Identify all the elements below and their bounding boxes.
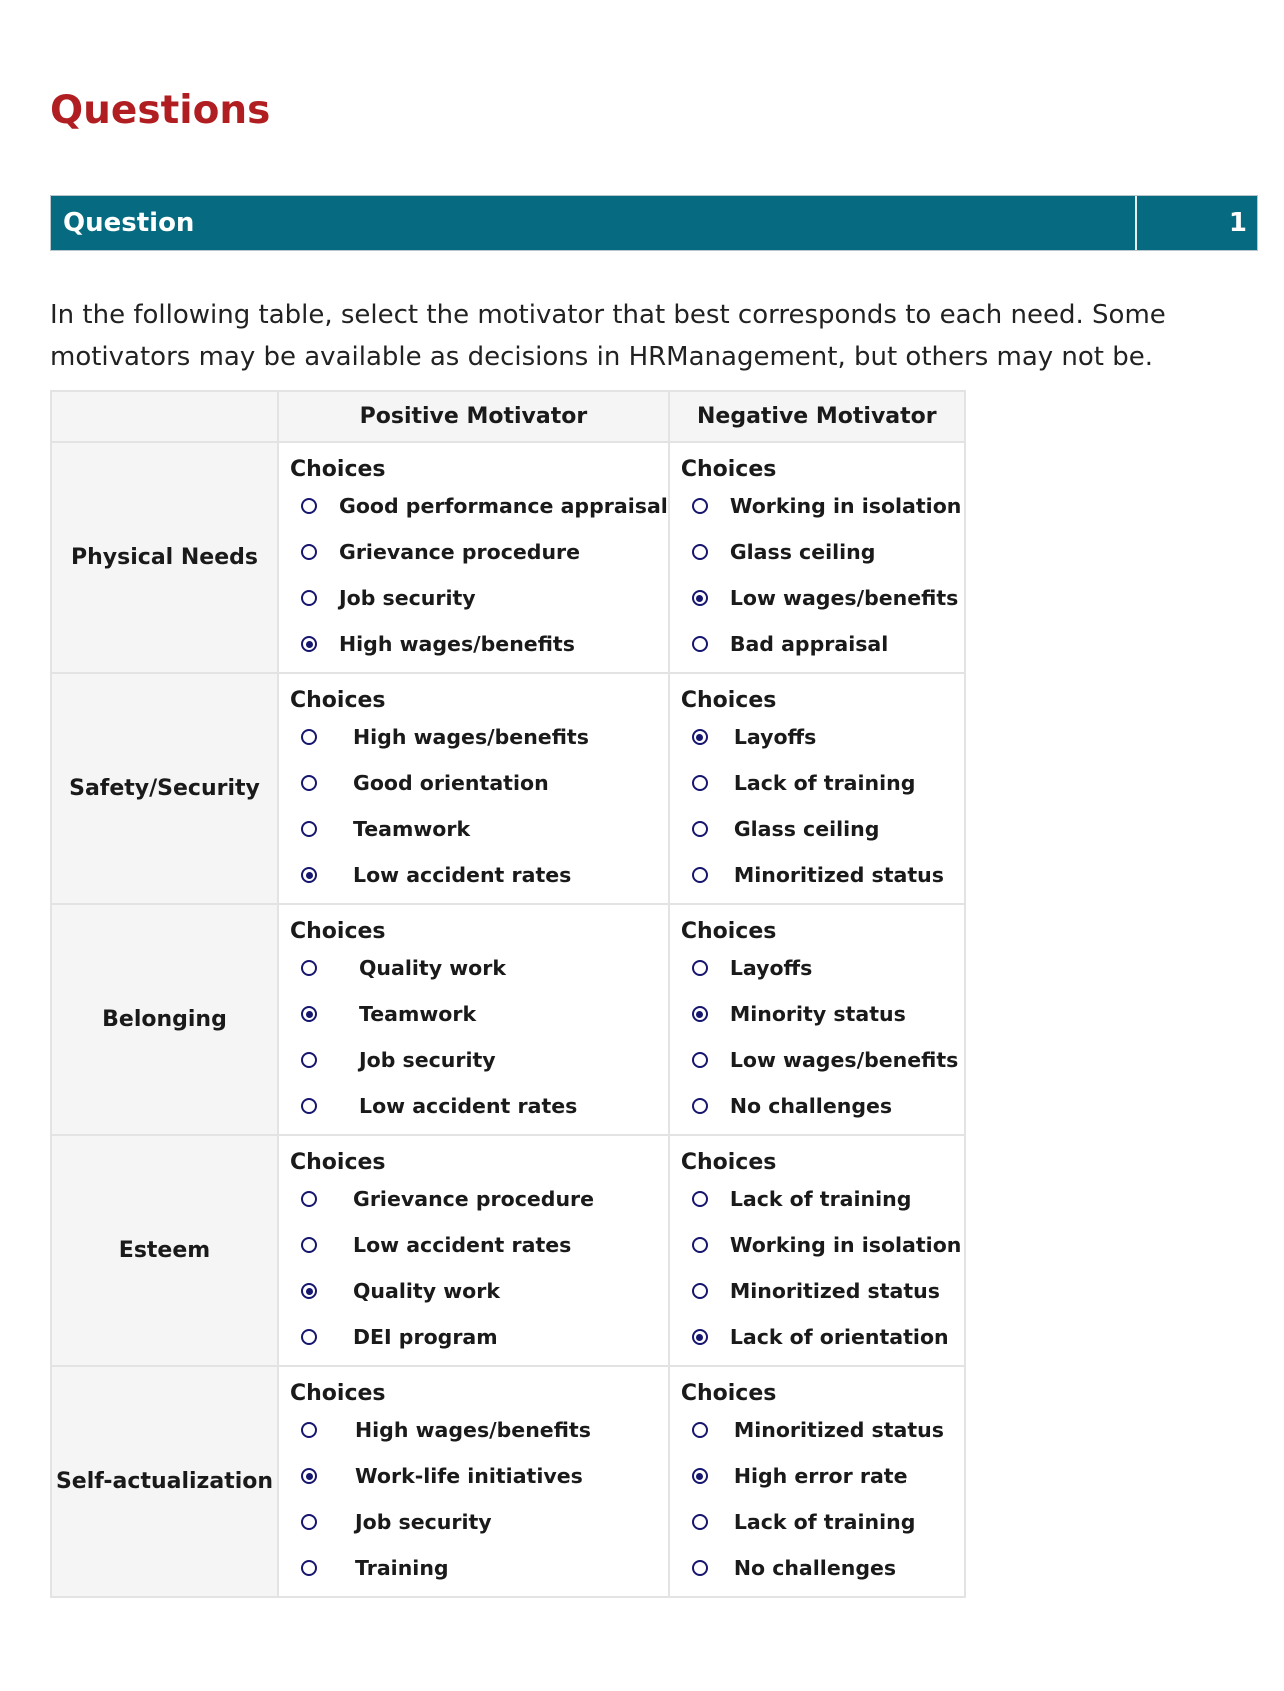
- radio-option-label: Minoritized status: [733, 1418, 944, 1442]
- radio-selected-icon[interactable]: [301, 1283, 317, 1299]
- radio-option-label: Good orientation: [353, 771, 549, 795]
- negative-choices-cell: [669, 1366, 965, 1597]
- radio-unselected-icon[interactable]: [301, 1052, 317, 1068]
- page-title: Questions: [50, 88, 271, 133]
- radio-option-label: Bad appraisal: [729, 632, 889, 656]
- question-header-bar: [50, 195, 1258, 251]
- radio-unselected-icon[interactable]: [301, 821, 317, 837]
- radio-unselected-icon[interactable]: [692, 1514, 708, 1530]
- radio-option[interactable]: [670, 1222, 964, 1268]
- radio-option-label: Lack of orientation: [729, 1325, 949, 1349]
- choices-title: Choices: [680, 919, 777, 944]
- radio-unselected-icon[interactable]: [692, 775, 708, 791]
- radio-selected-icon[interactable]: [692, 1006, 708, 1022]
- positive-choices-cell: [278, 904, 669, 1135]
- radio-option-label: Lack of training: [733, 1510, 916, 1534]
- radio-option[interactable]: [670, 621, 964, 667]
- radio-option-label: DEI program: [353, 1325, 498, 1349]
- need-label: Belonging: [51, 904, 278, 1135]
- radio-option-label: Glass ceiling: [729, 540, 876, 564]
- radio-option-label: Minority status: [729, 1002, 906, 1026]
- radio-unselected-icon[interactable]: [692, 867, 708, 883]
- positive-choices-cell: [278, 442, 669, 673]
- radio-option-label: Low accident rates: [353, 863, 572, 887]
- radio-option[interactable]: [279, 714, 668, 760]
- radio-option[interactable]: [670, 714, 964, 760]
- table-row: [51, 1135, 965, 1366]
- radio-option-label: High wages/benefits: [339, 632, 575, 656]
- question-prompt: In the following table, select the motivator that best corresponds to each need. Some motivators may be available as decisions in HRManagement, but others may not be.: [50, 300, 1166, 372]
- radio-option-label: Job security: [355, 1510, 492, 1534]
- radio-option[interactable]: [279, 945, 668, 991]
- need-label: Self-actualization: [51, 1366, 278, 1597]
- radio-option-label: High wages/benefits: [353, 725, 589, 749]
- radio-unselected-icon[interactable]: [301, 1560, 317, 1576]
- radio-option[interactable]: [670, 852, 964, 898]
- negative-choices-cell: [669, 1135, 965, 1366]
- radio-unselected-icon[interactable]: [301, 1098, 317, 1114]
- choices-title: Choices: [290, 919, 386, 944]
- table-row: [51, 442, 965, 673]
- radio-option-label: Glass ceiling: [733, 817, 880, 841]
- radio-unselected-icon[interactable]: [692, 1560, 708, 1576]
- choices-title: Choices: [680, 1150, 777, 1175]
- radio-unselected-icon[interactable]: [692, 1098, 708, 1114]
- radio-option[interactable]: [279, 852, 668, 898]
- radio-option[interactable]: [279, 529, 668, 575]
- radio-option[interactable]: [670, 1314, 964, 1360]
- radio-option-label: Low accident rates: [353, 1233, 572, 1257]
- radio-unselected-icon[interactable]: [692, 821, 708, 837]
- radio-unselected-icon[interactable]: [301, 590, 317, 606]
- radio-option-label: Quality work: [353, 1279, 500, 1303]
- radio-option-label: High wages/benefits: [355, 1418, 591, 1442]
- radio-option-label: Job security: [339, 586, 476, 610]
- corner-header: [51, 391, 278, 442]
- radio-option-label: Job security: [359, 1048, 496, 1072]
- radio-option[interactable]: [670, 483, 964, 529]
- radio-option[interactable]: [279, 1222, 668, 1268]
- radio-selected-icon[interactable]: [692, 590, 708, 606]
- radio-option[interactable]: [670, 760, 964, 806]
- radio-option-label: Training: [355, 1556, 449, 1580]
- radio-unselected-icon[interactable]: [301, 1191, 317, 1207]
- negative-choices-cell: [669, 673, 965, 904]
- table-body: [51, 442, 965, 1597]
- radio-option-label: Layoffs: [733, 725, 817, 749]
- radio-option[interactable]: [279, 1268, 668, 1314]
- radio-unselected-icon[interactable]: [301, 544, 317, 560]
- motivator-table: [50, 390, 966, 1598]
- positive-choices-cell: [278, 1366, 669, 1597]
- radio-option-label: Minoritized status: [729, 1279, 940, 1303]
- positive-choices-cell: [278, 1135, 669, 1366]
- negative-motivator-header: Negative Motivator: [669, 391, 965, 442]
- radio-option-label: Minoritized status: [733, 863, 944, 887]
- radio-unselected-icon[interactable]: [301, 960, 317, 976]
- radio-selected-icon[interactable]: [301, 1006, 317, 1022]
- positive-motivator-header: Positive Motivator: [278, 391, 669, 442]
- radio-option[interactable]: [670, 1176, 964, 1222]
- radio-option-label: Working in isolation: [729, 1233, 962, 1257]
- radio-unselected-icon[interactable]: [301, 729, 317, 745]
- radio-option[interactable]: [670, 575, 964, 621]
- radio-selected-icon[interactable]: [692, 1329, 708, 1345]
- radio-selected-icon[interactable]: [301, 636, 317, 652]
- need-label: Esteem: [51, 1135, 278, 1366]
- radio-unselected-icon[interactable]: [301, 1237, 317, 1253]
- radio-unselected-icon[interactable]: [692, 960, 708, 976]
- radio-unselected-icon[interactable]: [692, 1052, 708, 1068]
- radio-option-label: Low accident rates: [359, 1094, 578, 1118]
- table-header-row: [51, 391, 965, 442]
- radio-selected-icon[interactable]: [692, 729, 708, 745]
- radio-option-label: Lack of training: [733, 771, 916, 795]
- radio-selected-icon[interactable]: [692, 1468, 708, 1484]
- radio-unselected-icon[interactable]: [301, 498, 317, 514]
- radio-option[interactable]: [279, 1453, 668, 1499]
- radio-option-label: Low wages/benefits: [729, 1048, 959, 1072]
- radio-option[interactable]: [670, 529, 964, 575]
- choices-title: Choices: [680, 1381, 777, 1406]
- choices-title: Choices: [680, 688, 777, 713]
- choices-title: Choices: [290, 1150, 386, 1175]
- radio-unselected-icon[interactable]: [692, 636, 708, 652]
- radio-option[interactable]: [279, 991, 668, 1037]
- radio-option[interactable]: [670, 1545, 964, 1591]
- positive-choices-cell: [278, 673, 669, 904]
- need-label: Physical Needs: [51, 442, 278, 673]
- radio-option[interactable]: [670, 1407, 964, 1453]
- choices-title: Choices: [290, 457, 386, 482]
- radio-option[interactable]: [279, 1499, 668, 1545]
- radio-unselected-icon[interactable]: [692, 544, 708, 560]
- radio-unselected-icon[interactable]: [692, 1283, 708, 1299]
- radio-option[interactable]: [670, 945, 964, 991]
- radio-unselected-icon[interactable]: [301, 775, 317, 791]
- radio-option-label: Layoffs: [729, 956, 813, 980]
- radio-option[interactable]: [279, 621, 668, 667]
- radio-option-label: Quality work: [359, 956, 506, 980]
- radio-option[interactable]: [670, 991, 964, 1037]
- choices-title: Choices: [680, 457, 777, 482]
- radio-option[interactable]: [670, 1083, 964, 1129]
- radio-unselected-icon[interactable]: [692, 1191, 708, 1207]
- radio-unselected-icon[interactable]: [301, 1422, 317, 1438]
- negative-choices-cell: [669, 442, 965, 673]
- radio-option[interactable]: [279, 483, 668, 529]
- radio-selected-icon[interactable]: [301, 867, 317, 883]
- table-row: [51, 673, 965, 904]
- radio-option[interactable]: [279, 575, 668, 621]
- radio-option[interactable]: [279, 1037, 668, 1083]
- table-row: [51, 1366, 965, 1597]
- radio-selected-icon[interactable]: [301, 1468, 317, 1484]
- radio-option-label: Lack of training: [729, 1187, 912, 1211]
- radio-unselected-icon[interactable]: [692, 498, 708, 514]
- radio-option-label: Teamwork: [353, 817, 471, 841]
- radio-option[interactable]: [279, 806, 668, 852]
- radio-unselected-icon[interactable]: [301, 1329, 317, 1345]
- table-row: [51, 904, 965, 1135]
- radio-unselected-icon[interactable]: [692, 1422, 708, 1438]
- need-label: Safety/Security: [51, 673, 278, 904]
- radio-option[interactable]: [279, 1176, 668, 1222]
- radio-option[interactable]: [279, 1083, 668, 1129]
- question-number: 1: [1228, 208, 1247, 238]
- radio-option[interactable]: [279, 1545, 668, 1591]
- radio-option[interactable]: [670, 1453, 964, 1499]
- radio-option[interactable]: [279, 760, 668, 806]
- radio-unselected-icon[interactable]: [301, 1514, 317, 1530]
- radio-option[interactable]: [670, 1037, 964, 1083]
- radio-option-label: Good performance appraisal: [339, 494, 668, 518]
- radio-option-label: No challenges: [733, 1556, 897, 1580]
- choices-title: Choices: [290, 688, 386, 713]
- radio-option-label: Grievance procedure: [339, 540, 581, 564]
- radio-option-label: Teamwork: [359, 1002, 477, 1026]
- radio-option-label: Grievance procedure: [353, 1187, 595, 1211]
- radio-option-label: Low wages/benefits: [729, 586, 959, 610]
- negative-choices-cell: [669, 904, 965, 1135]
- radio-option[interactable]: [670, 1499, 964, 1545]
- radio-option[interactable]: [670, 806, 964, 852]
- radio-unselected-icon[interactable]: [692, 1237, 708, 1253]
- question-label: Question: [51, 196, 1137, 250]
- radio-option[interactable]: [279, 1314, 668, 1360]
- radio-option-label: High error rate: [733, 1464, 908, 1488]
- radio-option-label: No challenges: [729, 1094, 893, 1118]
- radio-option[interactable]: [279, 1407, 668, 1453]
- radio-option-label: Working in isolation: [729, 494, 962, 518]
- radio-option-label: Work-life initiatives: [355, 1464, 583, 1488]
- choices-title: Choices: [290, 1381, 386, 1406]
- radio-option[interactable]: [670, 1268, 964, 1314]
